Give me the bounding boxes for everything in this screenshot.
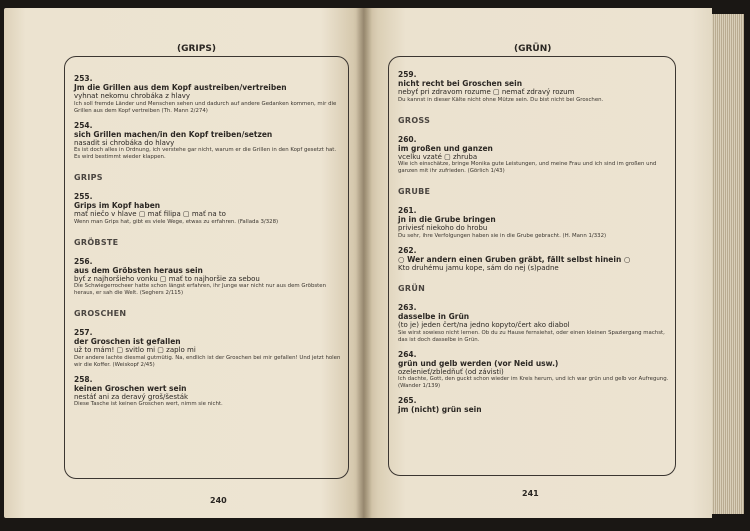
entry-number: 257. [74,328,93,337]
slovak-equivalent: (to je) jeden čert/na jedno kopyto/čert ako diabol [398,321,570,329]
slovak-equivalent: vcelku vzaté ▢ zhruba [398,152,478,161]
idiom-headword: dasselbe in Grün [398,312,470,321]
book-gutter-shadow [356,8,372,518]
idiom-headword: jn in die Grube bringen [398,215,496,224]
entry-number: 263. [398,303,417,312]
slovak-equivalent: priviesť niekoho do hrobu [398,224,488,232]
left-page [4,8,364,518]
slovak-equivalent: Kto druhému jamu kope, sám do nej (s)padne [398,263,559,272]
entry-number: 253. [74,74,93,83]
idiom-entry [398,303,670,344]
usage-example: Ich dachte, Gott, den guckt schon wieder im Kreis herum, und ich war grün und gelb vor Aufregung. (Wander 1/139) [398,376,669,389]
entry-number: 265. [398,396,417,405]
open-book [4,8,746,528]
usage-example: Die Schwiegerrocheer hatte schon längst erfahren, ihr Junge war nicht nur aus dem Gröbsten heraus, er sah die Welt. (Seghers 2/115) [74,283,327,296]
idiom-headword: der Groschen ist gefallen [74,337,181,346]
idiom-entry [398,70,670,104]
slovak-equivalent: mať niečo v hlave ▢ mať filipa ▢ mať na to [74,210,226,218]
usage-example: Der andere lachte diesmal gutmütig. Na, endlich ist der Groschen bei mir gefallen! Und jetzt holen wir die Koffer. (Weiskopf 2/45) [74,354,341,368]
usage-example: Es ist doch alles in Ordnung, ich verstehe gar nicht, warum er die Grillen in den Kopf gesetzt hat. Es wird bestimmt wieder klappen. [74,147,337,160]
entry-number: 261. [398,206,417,215]
idiom-entry [398,396,670,414]
slovak-equivalent: nestáť ani za deravý groš/šesták [74,392,189,401]
right-page-number: 241 [522,489,539,498]
entry-number: 260. [398,134,417,144]
entry-number: 262. [398,245,417,255]
usage-example: Du sehr, ihre Verfolgungen haben sie in die Grube gebracht. (H. Mann 1/332) [398,232,607,239]
idiom-entry [74,74,342,115]
entry-number: 258. [74,374,93,384]
slovak-equivalent: nasadit si chrobáka do hlavy [74,138,175,147]
idiom-headword: grün und gelb werden (vor Neid usw.) [398,358,559,368]
idiom-headword: Jm die Grillen aus dem Kopf austreiben/vertreiben [74,83,287,92]
usage-example: Wie ich einschätze, bringe Monika gute Leistungen, und meine Frau und ich sind im großen und ganzen mit ihr zufrieden. (Görlich 1/43) [398,161,657,174]
idiom-entry [74,375,342,409]
idiom-headword: Grips im Kopf haben [74,201,161,210]
slovak-equivalent: ozelenieť/zbledňuť (od závisti) [398,367,504,376]
entry-number: 256. [74,256,93,266]
idiom-entry [398,246,670,273]
idiom-headword: keinen Groschen wert sein [74,383,187,393]
section-heading: GRIPS [74,173,103,182]
slovak-equivalent: byť z najhoršieho vonku ▢ mať to najhoršie za sebou [74,274,260,283]
idiom-entry [398,206,670,240]
entry-number: 259. [398,70,417,79]
page-edges [710,14,744,514]
section-heading: GRÜN [398,284,426,293]
slovak-equivalent: vyhnat nekomu chrobáka z hlavy [74,92,191,100]
usage-example: Diese Tasche ist keinen Groschen wert, nimm sie nicht. [74,401,223,407]
usage-example: Wenn man Grips hat, gibt es viele Wege, etwas zu erfahren. (Fallada 3/328) [74,218,279,225]
slovak-equivalent: už to mám! ▢ svitlo mi ▢ zaplo mi [74,346,196,354]
section-heading: GRUBE [398,187,431,196]
idiom-headword: ○ Wer andern einen Gruben gräbt, fällt selbst hinein ○ [398,254,631,264]
slovak-equivalent: nebyť pri zdravom rozume ▢ nemať zdravý rozum [398,88,575,96]
idiom-headword: aus dem Gröbsten heraus sein [74,265,203,275]
idiom-headword: nicht recht bei Groschen sein [398,79,523,88]
idiom-entry [74,192,342,226]
idiom-headword: jm (nicht) grün sein [398,405,482,414]
entry-number: 254. [74,120,93,130]
idiom-entry [74,257,342,298]
usage-example: Du kannst in dieser Kälte nicht ohne Mütze sein. Du bist nicht bei Groschen. [398,96,604,103]
left-page-number: 240 [210,496,227,505]
usage-example: Ich soll fremde Länder und Menschen sehen und dadurch auf andere Gedanken kommen, mir die Grillen aus dem Kopf vertreiben (Th. Mann 2/274) [74,100,337,114]
idiom-entry [74,328,342,369]
right-running-header: (GRÜN) [514,44,552,54]
usage-example: Sie wirst sowieso nicht lernen. Ob du zu Hause fernsiehst, oder einen kleinen Spaziergang machst, das ist doch dasselbe in Grün. [398,329,665,343]
left-entries-column [74,74,342,414]
entry-number: 264. [398,349,417,359]
section-heading: GROSS [398,115,431,125]
section-heading: GRÖBSTE [74,237,119,247]
idiom-headword: sich Grillen machen/in den Kopf treiben/setzen [74,129,273,139]
idiom-entry [398,135,670,176]
right-page [364,8,712,518]
entry-number: 255. [74,192,93,201]
idiom-entry [398,350,670,391]
section-heading: GROSCHEN [74,309,127,318]
idiom-entry [74,121,342,162]
idiom-headword: im großen und ganzen [398,143,493,153]
right-entries-column [398,70,670,420]
left-running-header: (GRIPS) [177,44,216,54]
